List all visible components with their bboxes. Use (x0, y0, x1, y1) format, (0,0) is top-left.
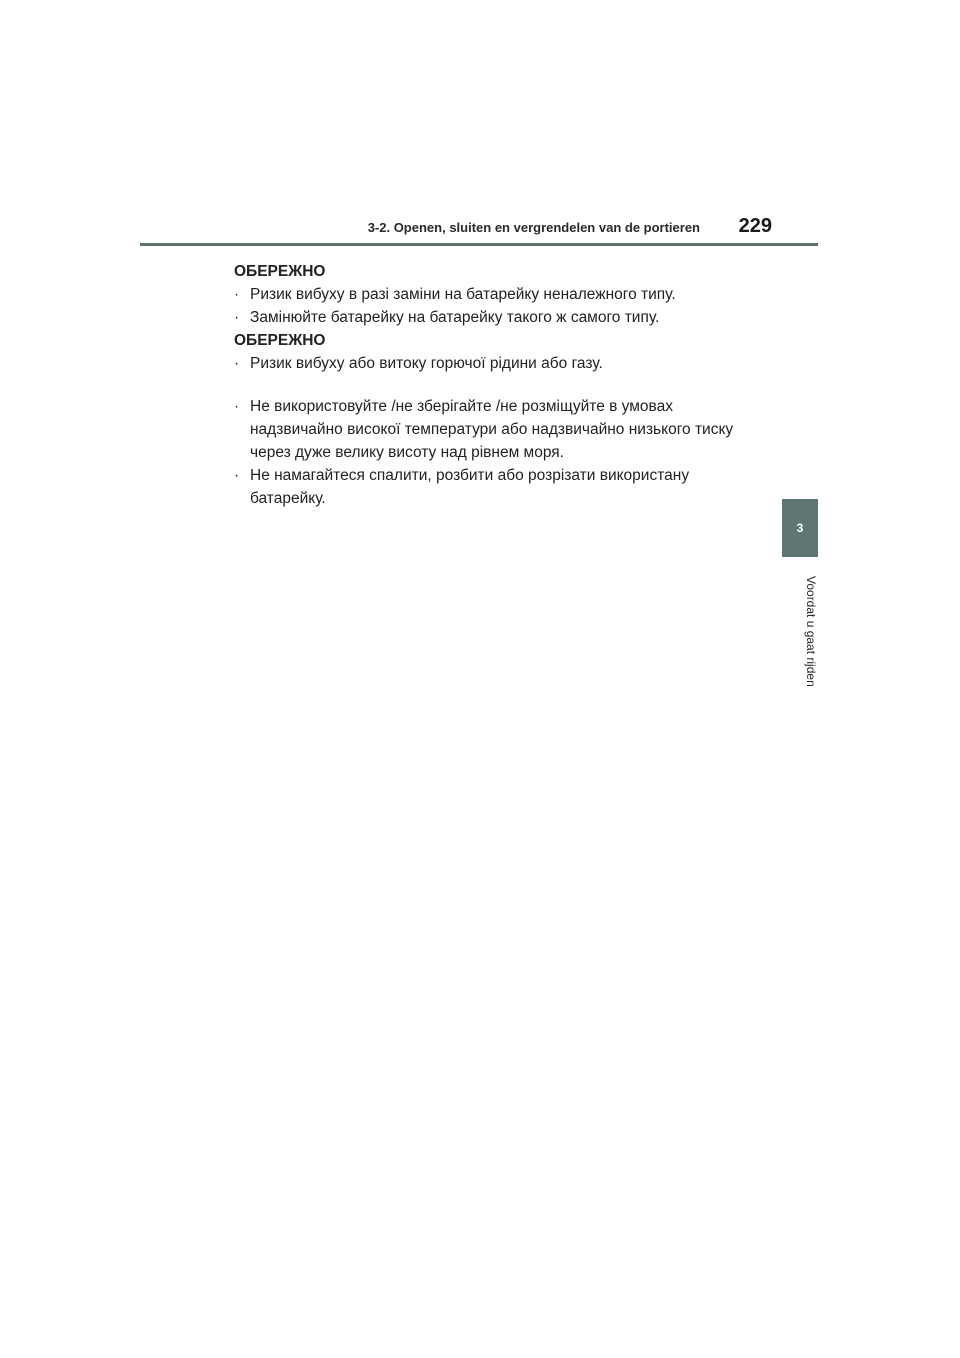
caution-item (234, 464, 734, 510)
bullet: · (234, 398, 240, 415)
chapter-number: 3 (796, 521, 804, 535)
caution-item (234, 352, 734, 375)
caution-content (234, 260, 734, 510)
bullet: · (234, 355, 240, 372)
section-title: 3-2. Openen, sluiten en vergrendelen van de portieren (367, 220, 700, 235)
caution-item-text: Ризик вибуху або витоку горючої рідини або газу. (250, 355, 603, 372)
bullet: · (234, 467, 240, 484)
bullet: · (234, 286, 240, 303)
page-header (140, 212, 818, 246)
caution-heading: ОБЕРЕЖНО (234, 263, 326, 280)
caution-item (234, 283, 734, 306)
header-rule (140, 243, 818, 246)
spacer (234, 375, 734, 395)
caution-item (234, 395, 734, 464)
caution-item (234, 306, 734, 329)
caution-heading: ОБЕРЕЖНО (234, 332, 326, 349)
chapter-title: Voordat u gaat rijden (804, 575, 818, 687)
caution-item-text: Не використовуйте /не зберігайте /не розміщуйте в умовах надзвичайно високої температури або надзвичайно низького тиску через дуже велику висоту над рівнем моря. (250, 398, 734, 461)
chapter-tab (782, 499, 818, 557)
page-number: 229 (738, 215, 772, 237)
caution-item-text: Не намагайтеся спалити, розбити або розрізати використану батарейку. (250, 467, 690, 507)
caution-item-text: Замінюйте батарейку на батарейку такого ж самого типу. (250, 309, 660, 326)
bullet: · (234, 309, 240, 326)
caution-item-text: Ризик вибуху в разі заміни на батарейку неналежного типу. (250, 286, 676, 303)
